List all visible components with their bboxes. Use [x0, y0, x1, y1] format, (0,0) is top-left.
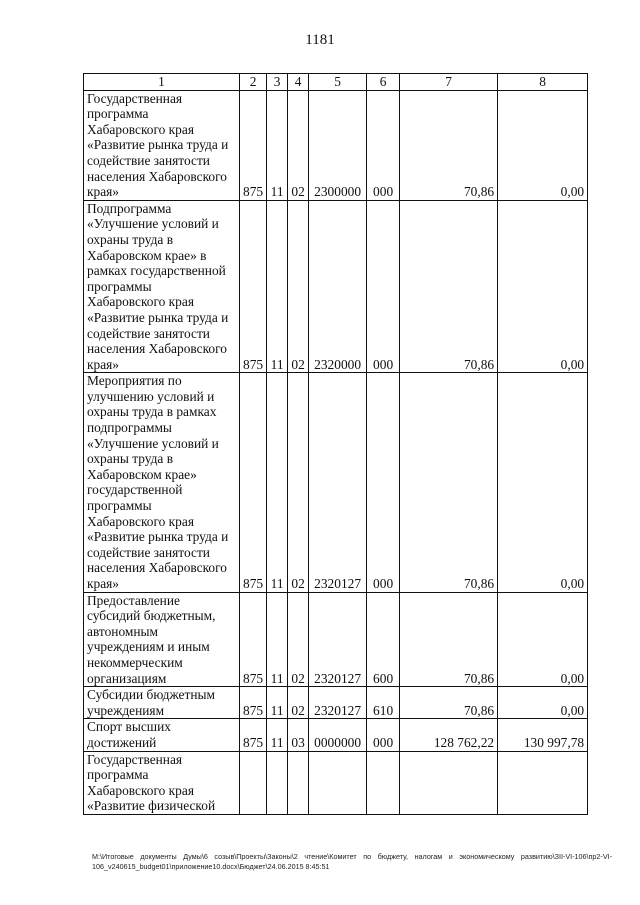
row-name-cell	[84, 687, 240, 719]
table-row	[84, 373, 588, 592]
column-header: 2	[240, 74, 267, 91]
cell-col-3: 11	[267, 90, 288, 200]
cell-col-4: 02	[288, 90, 309, 200]
row-name-line: Подпрограмма	[87, 200, 172, 216]
page-number: 1181	[305, 32, 335, 48]
cell-col-8	[498, 751, 588, 814]
cell-col-2: 875	[240, 90, 267, 200]
column-header: 3	[267, 74, 288, 91]
row-name-line: края»	[87, 184, 119, 200]
column-header: 8	[498, 74, 588, 91]
row-name-cell	[84, 592, 240, 687]
row-name-line: населения Хабаровского	[87, 560, 227, 576]
cell-col-4: 02	[288, 373, 309, 592]
cell-col-2: 875	[240, 687, 267, 719]
cell-col-8: 0,00	[498, 592, 588, 687]
column-header: 7	[400, 74, 498, 91]
table-row	[84, 200, 588, 373]
cell-col-7: 70,86	[400, 687, 498, 719]
row-name-cell	[84, 200, 240, 373]
cell-col-2: 875	[240, 592, 267, 687]
row-name-line: Хабаровском крае»	[87, 466, 197, 482]
row-name-line: программы	[87, 498, 152, 514]
column-header: 1	[84, 74, 240, 91]
row-name-line: Хабаровского края	[87, 782, 194, 798]
row-name-line: населения Хабаровского	[87, 168, 227, 184]
row-name-line: населения Хабаровского	[87, 341, 227, 357]
row-name-line: организациям	[87, 670, 167, 686]
table-row	[84, 719, 588, 751]
table-row	[84, 751, 588, 814]
table-row	[84, 592, 588, 687]
cell-col-8: 0,00	[498, 200, 588, 373]
cell-col-7	[400, 751, 498, 814]
row-name-line: «Улучшение условий и	[87, 435, 219, 451]
cell-col-8: 0,00	[498, 687, 588, 719]
cell-col-4: 02	[288, 687, 309, 719]
row-name-line: Предоставление	[87, 592, 180, 608]
row-name-line: Хабаровском крае» в	[87, 247, 207, 263]
cell-col-6: 600	[367, 592, 400, 687]
row-name-line: Спорт высших	[87, 719, 171, 735]
row-name-line: Хабаровского края	[87, 294, 194, 310]
row-name-line: государственной	[87, 482, 183, 498]
row-name-line: улучшению условий и	[87, 388, 215, 404]
row-name-line: субсидий бюджетным,	[87, 608, 216, 624]
row-name-line: учреждениям	[87, 702, 165, 718]
row-name-line: учреждениям и иным	[87, 639, 210, 655]
cell-col-5: 2320127	[309, 373, 367, 592]
cell-col-2: 875	[240, 200, 267, 373]
row-name-line: программы	[87, 278, 152, 294]
cell-col-2: 875	[240, 719, 267, 751]
cell-col-7: 70,86	[400, 373, 498, 592]
row-name-line: автономным	[87, 623, 159, 639]
cell-col-3: 11	[267, 200, 288, 373]
column-header: 4	[288, 74, 309, 91]
row-name-line: некоммерческим	[87, 654, 183, 670]
cell-col-7: 70,86	[400, 592, 498, 687]
cell-col-8: 0,00	[498, 373, 588, 592]
row-name-line: Хабаровского края	[87, 513, 194, 529]
cell-col-5	[309, 751, 367, 814]
cell-col-6: 000	[367, 200, 400, 373]
row-name-line: содействие занятости	[87, 152, 210, 168]
column-header: 5	[309, 74, 367, 91]
row-name-line: края»	[87, 356, 119, 372]
cell-col-5: 2320000	[309, 200, 367, 373]
row-name-cell	[84, 373, 240, 592]
cell-col-3: 11	[267, 687, 288, 719]
row-name-line: Субсидии бюджетным	[87, 687, 215, 703]
cell-col-3: 11	[267, 719, 288, 751]
table-row	[84, 687, 588, 719]
cell-col-4: 02	[288, 200, 309, 373]
row-name-cell	[84, 90, 240, 200]
row-name-line: Мероприятия по	[87, 373, 182, 389]
row-name-line: достижений	[87, 734, 157, 750]
row-name-line: «Улучшение условий и	[87, 216, 219, 232]
row-name-line: охраны труда в	[87, 451, 174, 467]
column-header: 6	[367, 74, 400, 91]
row-name-line: подпрограммы	[87, 420, 172, 436]
row-name-line: рамках государственной	[87, 263, 226, 279]
cell-col-5: 2320127	[309, 687, 367, 719]
row-name-line: содействие занятости	[87, 544, 210, 560]
cell-col-3: 11	[267, 592, 288, 687]
row-name-line: охраны труда в	[87, 231, 174, 247]
row-name-line: охраны труда в рамках	[87, 404, 217, 420]
cell-col-4: 03	[288, 719, 309, 751]
row-name-line: края»	[87, 576, 119, 591]
row-name-line: содействие занятости	[87, 325, 210, 341]
cell-col-2: 875	[240, 373, 267, 592]
row-name-line: программа	[87, 767, 149, 783]
row-name-line: «Развитие рынка труда и	[87, 137, 229, 153]
cell-col-4: 02	[288, 592, 309, 687]
cell-col-8: 0,00	[498, 90, 588, 200]
cell-col-6: 610	[367, 687, 400, 719]
cell-col-3: 11	[267, 373, 288, 592]
cell-col-7: 128 762,22	[400, 719, 498, 751]
cell-col-5: 2300000	[309, 90, 367, 200]
cell-col-2	[240, 751, 267, 814]
document-footer-path: M:\Итоговые документы Думы\6 созыв\Проекты\Законы\2 чтение\Комитет по бюджету, налогам и экономическому развитию\ЗII-VI-106\пр2-VI-106_v240615_budget01\приложение10.docx\Бюджет\24.06.2015 8:45:51	[92, 852, 612, 871]
cell-col-6: 000	[367, 90, 400, 200]
cell-col-3	[267, 751, 288, 814]
cell-col-4	[288, 751, 309, 814]
cell-col-7: 70,86	[400, 90, 498, 200]
row-name-line: «Развитие рынка труда и	[87, 309, 229, 325]
cell-col-6: 000	[367, 373, 400, 592]
cell-col-8: 130 997,78	[498, 719, 588, 751]
table-header-row	[84, 74, 588, 91]
row-name-line: программа	[87, 106, 149, 122]
cell-col-5: 0000000	[309, 719, 367, 751]
cell-col-6: 000	[367, 719, 400, 751]
row-name-line: «Развитие рынка труда и	[87, 529, 229, 545]
row-name-line: Государственная	[87, 90, 183, 106]
row-name-line: Государственная	[87, 751, 183, 767]
cell-col-6	[367, 751, 400, 814]
row-name-cell	[84, 751, 240, 814]
cell-col-7: 70,86	[400, 200, 498, 373]
cell-col-5: 2320127	[309, 592, 367, 687]
row-name-line: Хабаровского края	[87, 121, 194, 137]
row-name-cell	[84, 719, 240, 751]
row-name-line: «Развитие физической	[87, 798, 216, 814]
budget-table	[83, 73, 588, 815]
table-row	[84, 90, 588, 200]
